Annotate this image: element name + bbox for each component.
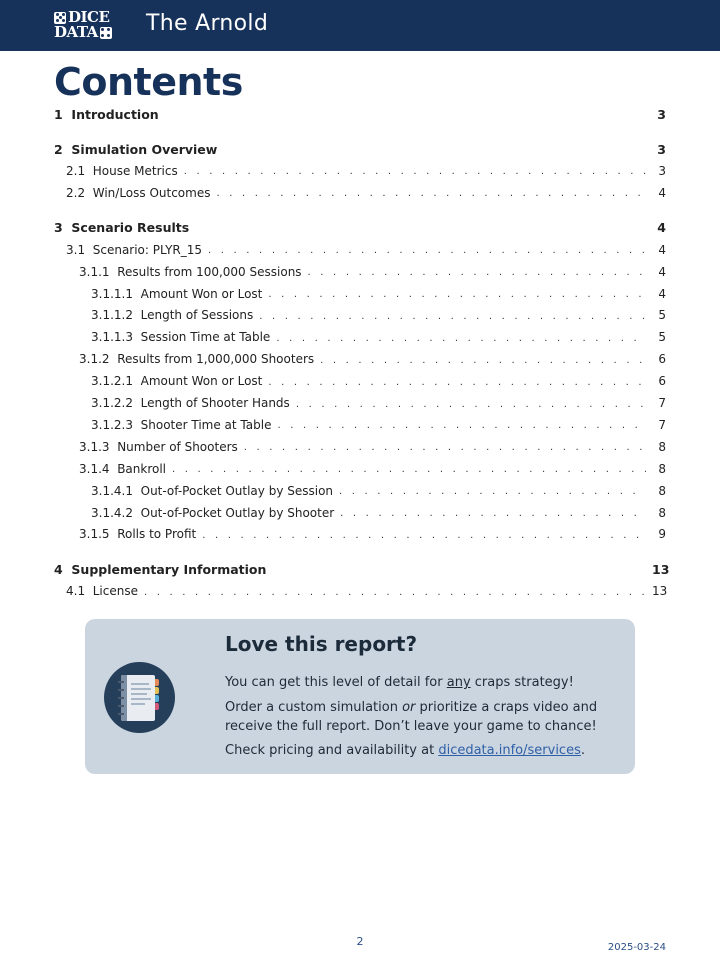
toc-leader-dots xyxy=(296,399,646,410)
toc-entry[interactable] xyxy=(54,480,666,502)
toc-entry[interactable] xyxy=(54,523,666,545)
toc-leader-dots xyxy=(208,245,646,256)
toc-entry-number: 4 xyxy=(54,562,63,578)
toc-entry-label: Length of Shooter Hands xyxy=(140,396,290,411)
toc-entry-label: Amount Won or Lost xyxy=(140,374,263,389)
toc-entry[interactable] xyxy=(54,370,666,392)
toc-entry[interactable] xyxy=(54,239,666,261)
toc-entry-page: 9 xyxy=(658,527,666,542)
toc-entry-label: Results from 1,000,000 Shooters xyxy=(117,352,315,367)
toc-entry[interactable] xyxy=(54,138,666,160)
page-number: 2 xyxy=(356,935,364,948)
toc-entry-page: 8 xyxy=(658,461,666,476)
toc-entry-page: 3 xyxy=(657,141,666,157)
toc-entry[interactable] xyxy=(54,502,666,524)
toc-entry-number: 3.1.1.3 xyxy=(91,330,133,345)
toc-entry-number: 3.1.1.2 xyxy=(91,308,133,323)
die-icon xyxy=(54,12,66,24)
toc-entry-page: 6 xyxy=(658,374,666,389)
toc-entry-number: 3.1.5 xyxy=(79,527,110,542)
contents-heading: Contents xyxy=(54,60,243,104)
toc-leader-dots xyxy=(268,377,646,388)
toc-leader-dots xyxy=(339,486,646,497)
promo-paragraph-1: You can get this level of detail for any craps strategy! xyxy=(225,675,574,690)
toc-entry[interactable] xyxy=(54,348,666,370)
promo-paragraph-3: Check pricing and availability at dicedata.info/services. xyxy=(225,743,585,758)
toc-leader-dots xyxy=(184,166,646,177)
toc-entry-label: Scenario: PLYR_15 xyxy=(92,242,203,257)
toc-entry[interactable] xyxy=(54,326,666,348)
toc-entry-page: 7 xyxy=(658,396,666,411)
toc-entry-number: 3.1.4.1 xyxy=(91,483,133,498)
promo-paragraph-2: Order a custom simulation or prioritize a craps video and receive the full report. Don’t leave your game to chance! xyxy=(225,700,598,734)
toc-entry-page: 3 xyxy=(657,106,666,122)
toc-entry-label: Length of Sessions xyxy=(140,308,254,323)
toc-entry[interactable] xyxy=(54,392,666,414)
toc-entry-label: House Metrics xyxy=(92,163,178,178)
toc-entry-label: Session Time at Table xyxy=(140,330,271,345)
toc-entry-page: 5 xyxy=(658,330,666,345)
toc-leader-dots xyxy=(340,508,646,519)
toc-entry-page: 8 xyxy=(658,483,666,498)
toc-entry-number: 3.1.3 xyxy=(79,439,110,454)
die-icon xyxy=(100,27,112,39)
toc-leader-dots xyxy=(202,530,646,541)
toc-entry-page: 4 xyxy=(658,185,666,200)
toc-entry-page: 4 xyxy=(658,286,666,301)
toc-entry-label: Introduction xyxy=(71,106,159,122)
report-date: 2025-03-24 xyxy=(607,942,666,953)
toc-entry-label: Bankroll xyxy=(117,461,167,476)
toc-entry[interactable] xyxy=(54,160,666,182)
toc-entry-number: 2.1 xyxy=(66,163,86,178)
toc-entry[interactable] xyxy=(54,580,666,602)
toc-entry-page: 4 xyxy=(658,264,666,279)
toc-entry[interactable] xyxy=(54,103,666,125)
toc-entry-number: 3.1.2.1 xyxy=(91,374,133,389)
toc-entry[interactable] xyxy=(54,261,666,283)
toc-entry-number: 4.1 xyxy=(66,584,86,599)
toc-entry[interactable] xyxy=(54,436,666,458)
logo-text-line2: DATA xyxy=(54,23,98,41)
toc-entry-label: Out-of-Pocket Outlay by Session xyxy=(140,483,334,498)
toc-leader-dots xyxy=(172,464,646,475)
toc-entry[interactable] xyxy=(54,304,666,326)
toc-entry-label: Results from 100,000 Sessions xyxy=(117,264,302,279)
toc-entry-number: 3.1.4.2 xyxy=(91,505,133,520)
toc-entry-number: 2 xyxy=(54,141,63,157)
toc-entry-label: Scenario Results xyxy=(71,220,190,236)
toc-entry-label: Out-of-Pocket Outlay by Shooter xyxy=(140,505,335,520)
toc-entry-number: 3.1.2.2 xyxy=(91,396,133,411)
toc-leader-dots xyxy=(244,442,646,453)
toc-entry-number: 2.2 xyxy=(66,185,86,200)
toc-leader-dots xyxy=(276,333,646,344)
toc-entry-label: License xyxy=(92,584,138,599)
toc-entry-page: 8 xyxy=(658,505,666,520)
toc-entry[interactable] xyxy=(54,458,666,480)
toc-leader-dots xyxy=(259,311,646,322)
toc-entry-page: 4 xyxy=(657,220,666,236)
toc-entry-number: 3 xyxy=(54,220,63,236)
promo-box xyxy=(85,619,635,774)
toc-entry-number: 3.1 xyxy=(66,242,86,257)
toc-entry-page: 3 xyxy=(658,163,666,178)
page-header xyxy=(0,0,720,51)
toc-entry-number: 3.1.2.3 xyxy=(91,417,133,432)
notebook-icon xyxy=(104,662,175,733)
toc-leader-dots xyxy=(144,587,646,598)
toc-entry-number: 3.1.1 xyxy=(79,264,110,279)
toc-leader-dots xyxy=(216,188,646,199)
toc-entry[interactable] xyxy=(54,283,666,305)
toc-entry-page: 4 xyxy=(658,242,666,257)
toc-entry-label: Rolls to Profit xyxy=(117,527,197,542)
toc-entry-label: Win/Loss Outcomes xyxy=(92,185,211,200)
toc-entry-page: 5 xyxy=(658,308,666,323)
toc-entry-number: 3.1.1.1 xyxy=(91,286,133,301)
toc-entry-page: 13 xyxy=(652,562,670,578)
toc-entry[interactable] xyxy=(54,217,666,239)
toc-entry-label: Shooter Time at Table xyxy=(140,417,272,432)
toc-leader-dots xyxy=(308,267,646,278)
toc-entry[interactable] xyxy=(54,559,670,581)
services-link[interactable]: dicedata.info/services xyxy=(438,743,581,758)
toc-entry-page: 13 xyxy=(652,584,668,599)
toc-entry-number: 1 xyxy=(54,106,63,122)
toc-entry[interactable] xyxy=(54,414,666,436)
logo-text-line1: DICE xyxy=(68,8,110,26)
dice-data-logo xyxy=(54,10,116,40)
document-title: The Arnold xyxy=(146,11,269,36)
toc-entry-label: Simulation Overview xyxy=(71,141,218,157)
toc-entry-page: 6 xyxy=(658,352,666,367)
toc-entry[interactable] xyxy=(54,182,666,204)
promo-title: Love this report? xyxy=(225,632,418,656)
toc-entry-label: Number of Shooters xyxy=(117,439,238,454)
toc-entry-label: Supplementary Information xyxy=(71,562,267,578)
toc-leader-dots xyxy=(277,420,646,431)
toc-entry-page: 7 xyxy=(658,417,666,432)
toc-entry-number: 3.1.4 xyxy=(79,461,110,476)
toc-entry-page: 8 xyxy=(658,439,666,454)
toc-entry-number: 3.1.2 xyxy=(79,352,110,367)
toc-entry-label: Amount Won or Lost xyxy=(140,286,263,301)
toc-leader-dots xyxy=(320,355,646,366)
toc-leader-dots xyxy=(268,289,646,300)
